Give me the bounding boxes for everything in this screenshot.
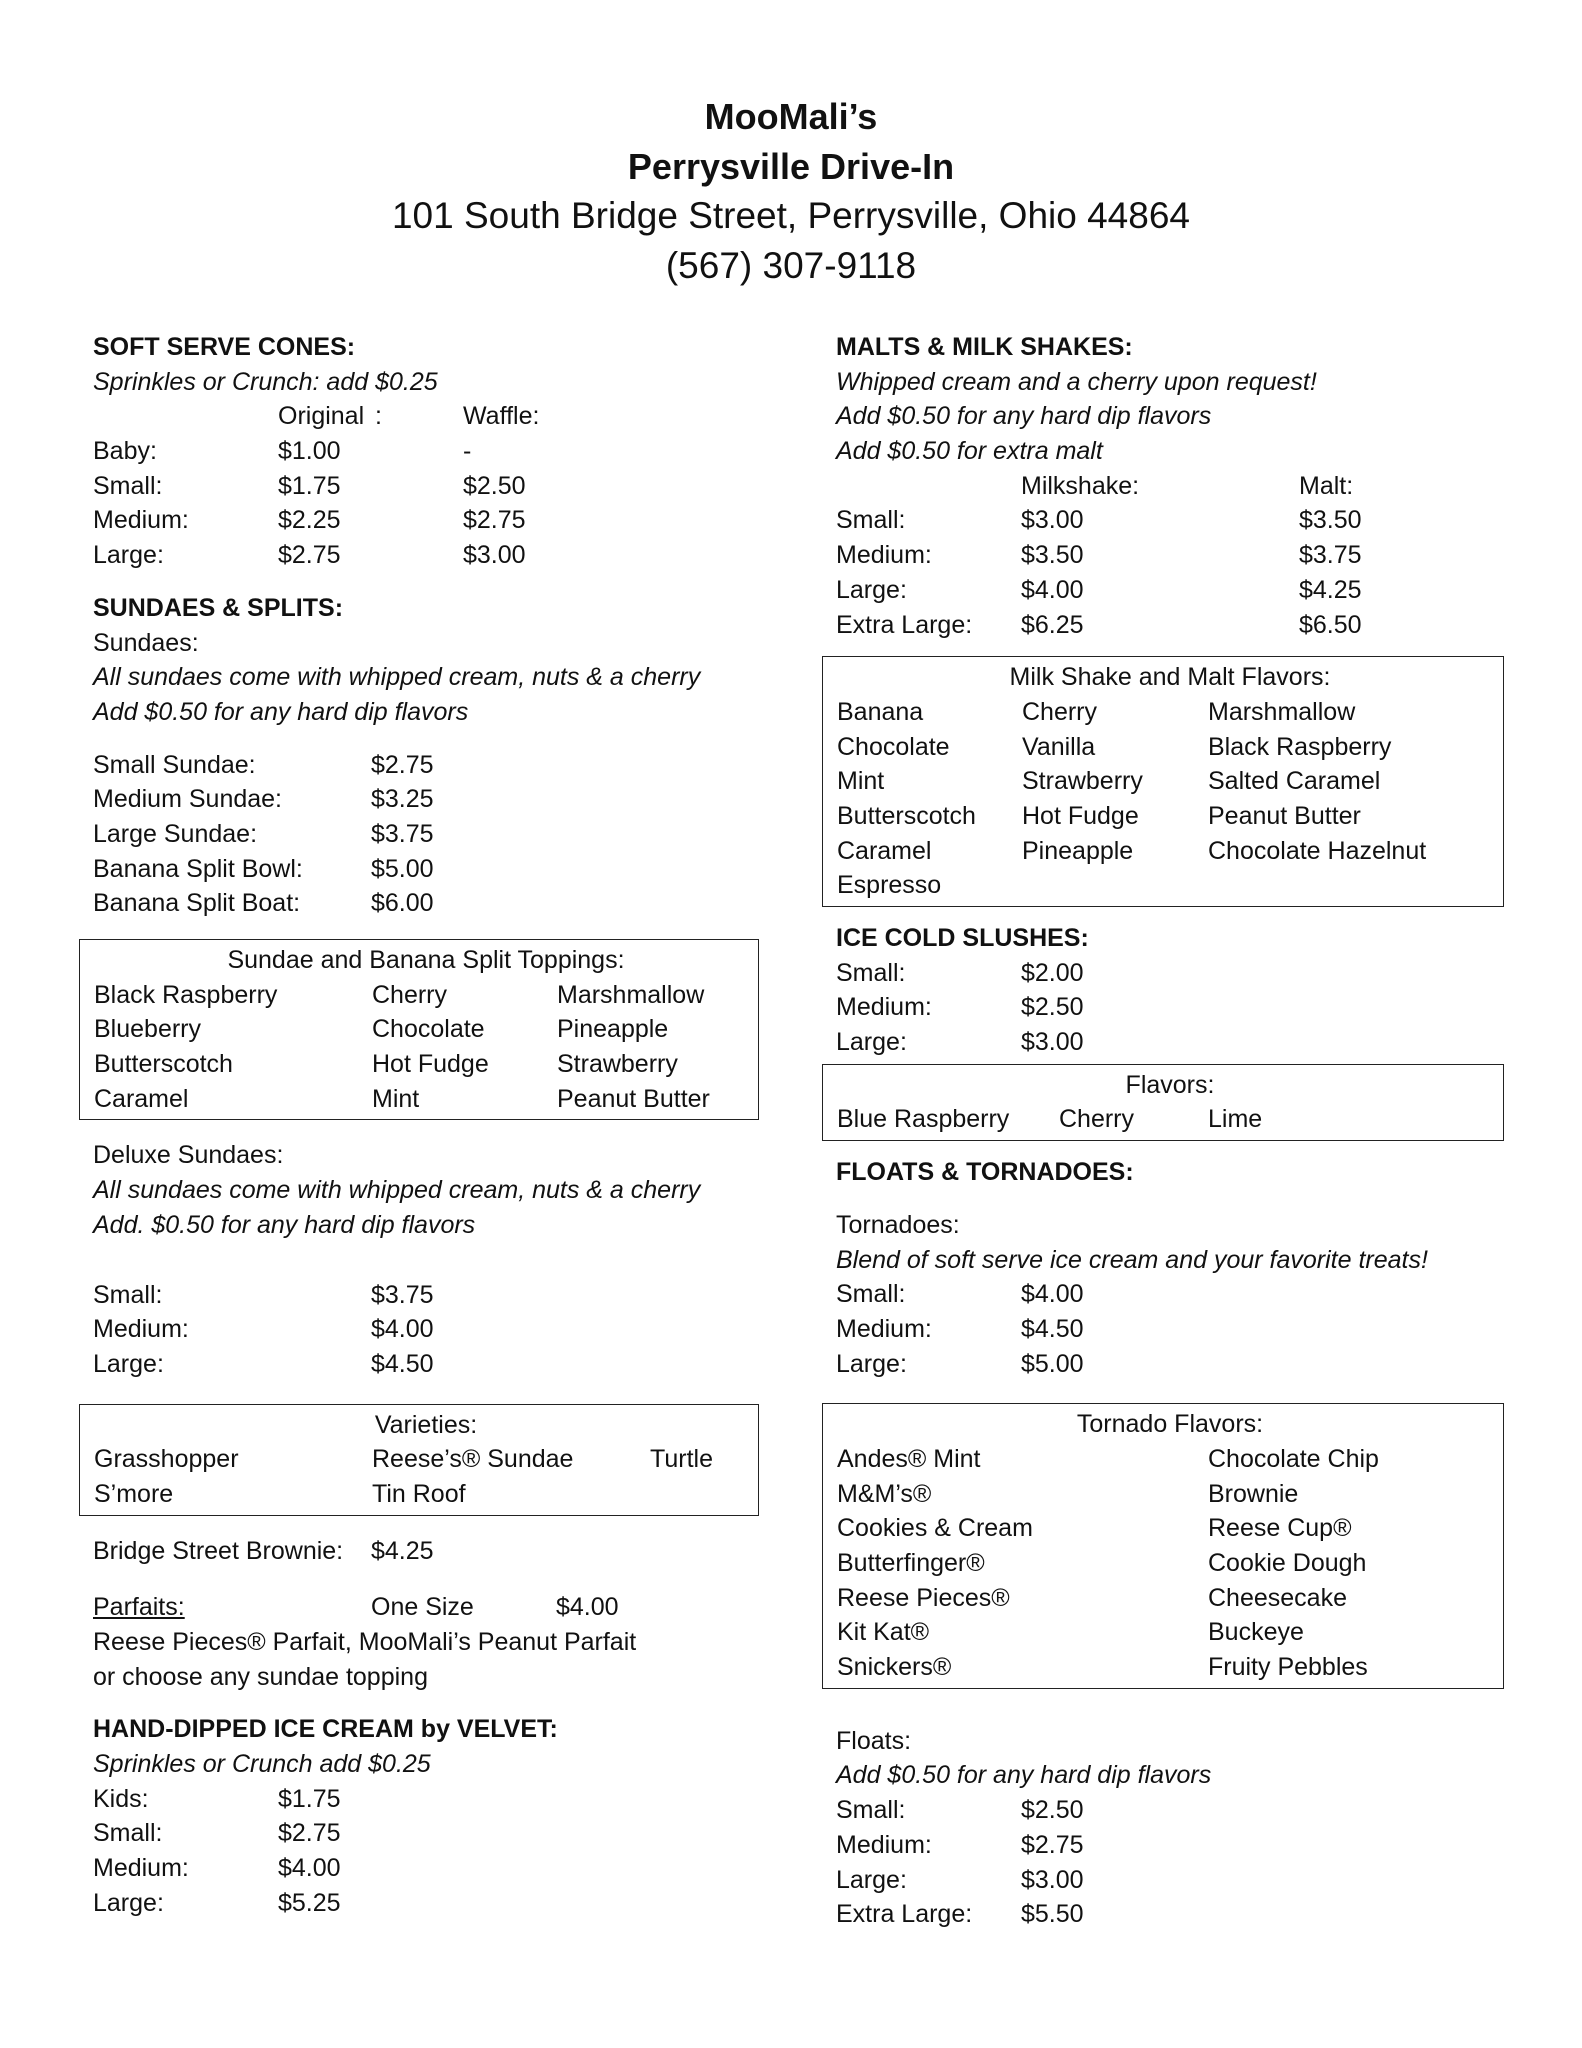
list-item: Butterfinger® Cookie Dough [837,1549,1367,1577]
parfaits-line-2: or choose any sundae topping [93,1662,428,1691]
malts-note-1: Whipped cream and a cherry upon request! [836,367,1317,396]
table-row: Medium: $3.50 $3.75 [836,541,1362,570]
table-row: Extra Large: $6.25 $6.50 [836,610,1362,639]
soft-serve-header-row [93,399,763,434]
list-item: Butterscotch Hot Fudge Peanut Butter [837,801,1361,830]
list-item: Caramel Pineapple Chocolate Hazelnut [837,836,1427,865]
list-item: Kit Kat® Buckeye [837,1618,1304,1647]
malts-note-2: Add $0.50 for any hard dip flavors [836,402,1212,431]
malts-title: MALTS & MILK SHAKES: [836,333,1133,361]
toppings-title: Sundae and Banana Split Toppings: [227,946,625,974]
parfaits-line-1: Reese Pieces® Parfait, MooMali’s Peanut Parfait [93,1628,637,1656]
hand-dipped-title: HAND-DIPPED ICE CREAM by VELVET: [93,1715,558,1744]
list-item: S’more Tin Roof [94,1479,466,1508]
list-item: Cookies & Cream Reese Cup® [837,1514,1352,1543]
list-item: Reese Pieces® Cheesecake [837,1583,1347,1612]
table-row: Large: $3.00 [836,1028,1084,1057]
hand-dipped-note: Sprinkles or Crunch add $0.25 [93,1750,431,1779]
list-item: Blue Raspberry Cherry Lime [837,1105,1263,1134]
sundaes-note-2: Add $0.50 for any hard dip flavors [93,697,469,726]
table-row: Small Sundae: $2.75 [93,750,434,779]
sundaes-title: SUNDAES & SPLITS: [93,593,344,622]
shop-address: 101 South Bridge Street, Perrysville, Ohio 44864 [391,195,1190,236]
table-row: Banana Split Boat: $6.00 [93,889,434,918]
brownie-row: Bridge Street Brownie: $4.25 [93,1536,434,1565]
table-row: Banana Split Bowl: $5.00 [93,854,434,883]
table-row: Kids: $1.75 [93,1784,341,1813]
list-item: Chocolate Vanilla Black Raspberry [837,732,1392,761]
table-row: Baby: $1.00 - [93,437,472,466]
table-row: Small: $3.00 $3.50 [836,506,1362,535]
col-malt: Malt: [1299,471,1354,500]
table-row: Extra Large: $5.50 [836,1900,1084,1929]
slush-flavors-box [822,1064,1504,1141]
list-item: Blueberry Chocolate Pineapple [94,1015,669,1044]
list-item: Butterscotch Hot Fudge Strawberry [94,1050,678,1079]
deluxe-note-2: Add. $0.50 for any hard dip flavors [93,1210,476,1239]
deluxe-sub: Deluxe Sundaes: [93,1141,284,1170]
parfaits-row: Parfaits: One Size $4.00 [93,1593,619,1622]
table-row: Medium: $2.50 [836,993,1084,1022]
table-row: Small: $4.00 [836,1280,1084,1309]
table-row: Small: $2.50 [836,1796,1084,1825]
left-column [93,330,763,1921]
table-row: Large: $5.00 [836,1349,1084,1378]
table-row: Large: $4.00 $4.25 [836,575,1362,604]
list-item: Mint Strawberry Salted Caramel [837,767,1381,796]
table-row: Medium: $4.50 [836,1314,1084,1343]
list-item: Grasshopper Reese’s® Sundae Turtle [94,1445,713,1474]
malts-header-row [836,469,1506,504]
table-row: Medium: $4.00 [93,1854,341,1883]
list-item: Snickers® Fruity Pebbles [837,1653,1368,1682]
col-original: Original [278,402,365,431]
table-row: Large Sundae: $3.75 [93,819,434,848]
table-row: Large: $4.50 [93,1349,434,1378]
list-item: Banana Cherry Marshmallow [837,697,1356,726]
slushes-title: ICE COLD SLUSHES: [836,924,1089,952]
sundaes-sub: Sundaes: [93,628,199,657]
varieties-title: Varieties: [374,1410,478,1439]
list-item: Andes® Mint Chocolate Chip [837,1444,1379,1473]
col-milkshake: Milkshake: [1021,471,1140,500]
slush-flavors-title: Flavors: [1125,1070,1215,1099]
varieties-box [79,1404,759,1516]
table-row: Large: $5.25 [93,1888,341,1917]
table-row: Medium: $4.00 [93,1315,434,1344]
list-item: M&M’s® Brownie [837,1479,1299,1508]
tornado-flavors-box [822,1403,1504,1689]
shake-flavors-title: Milk Shake and Malt Flavors: [1009,663,1331,692]
table-row: Large: $2.75 $3.00 [93,541,526,570]
col-original-colon: : [375,402,382,431]
right-column [836,330,1506,1932]
list-item: Espresso [837,871,942,900]
table-row: Large: $3.00 [836,1865,1084,1894]
table-row: Small: $2.75 [93,1819,341,1848]
tornado-flavors-title: Tornado Flavors: [1076,1410,1264,1439]
table-row: Medium: $2.75 [836,1830,1084,1859]
list-item: Caramel Mint Peanut Butter [94,1084,710,1113]
sundaes-note-1: All sundaes come with whipped cream, nuts & a cherry [93,663,701,692]
tornadoes-sub: Tornadoes: [836,1210,960,1239]
shake-flavors-box [822,656,1504,907]
floats-note: Add $0.50 for any hard dip flavors [836,1761,1212,1790]
table-row: Medium Sundae: $3.25 [93,785,434,814]
malts-note-3: Add $0.50 for extra malt [836,437,1103,466]
floats-sub: Floats: [836,1726,912,1755]
table-row: Small: $3.75 [93,1280,434,1309]
soft-serve-note: Sprinkles or Crunch: add $0.25 [93,367,438,396]
table-row: Medium: $2.25 $2.75 [93,506,526,535]
col-waffle: Waffle: [463,402,540,431]
list-item: Black Raspberry Cherry Marshmallow [94,980,705,1009]
tornadoes-note: Blend of soft serve ice cream and your favorite treats! [836,1245,1428,1274]
table-row: Small: $2.00 [836,958,1084,987]
floats-tornadoes-title: FLOATS & TORNADOES: [836,1158,1134,1187]
shop-phone: (567) 307-9118 [665,245,917,286]
toppings-box [79,939,759,1120]
soft-serve-title: SOFT SERVE CONES: [93,333,356,361]
table-row: Small: $1.75 $2.50 [93,471,526,500]
shop-subtitle: Perrysville Drive-In [627,146,955,187]
shop-name: MooMali’s [704,96,878,137]
deluxe-note-1: All sundaes come with whipped cream, nuts & a cherry [93,1176,701,1205]
